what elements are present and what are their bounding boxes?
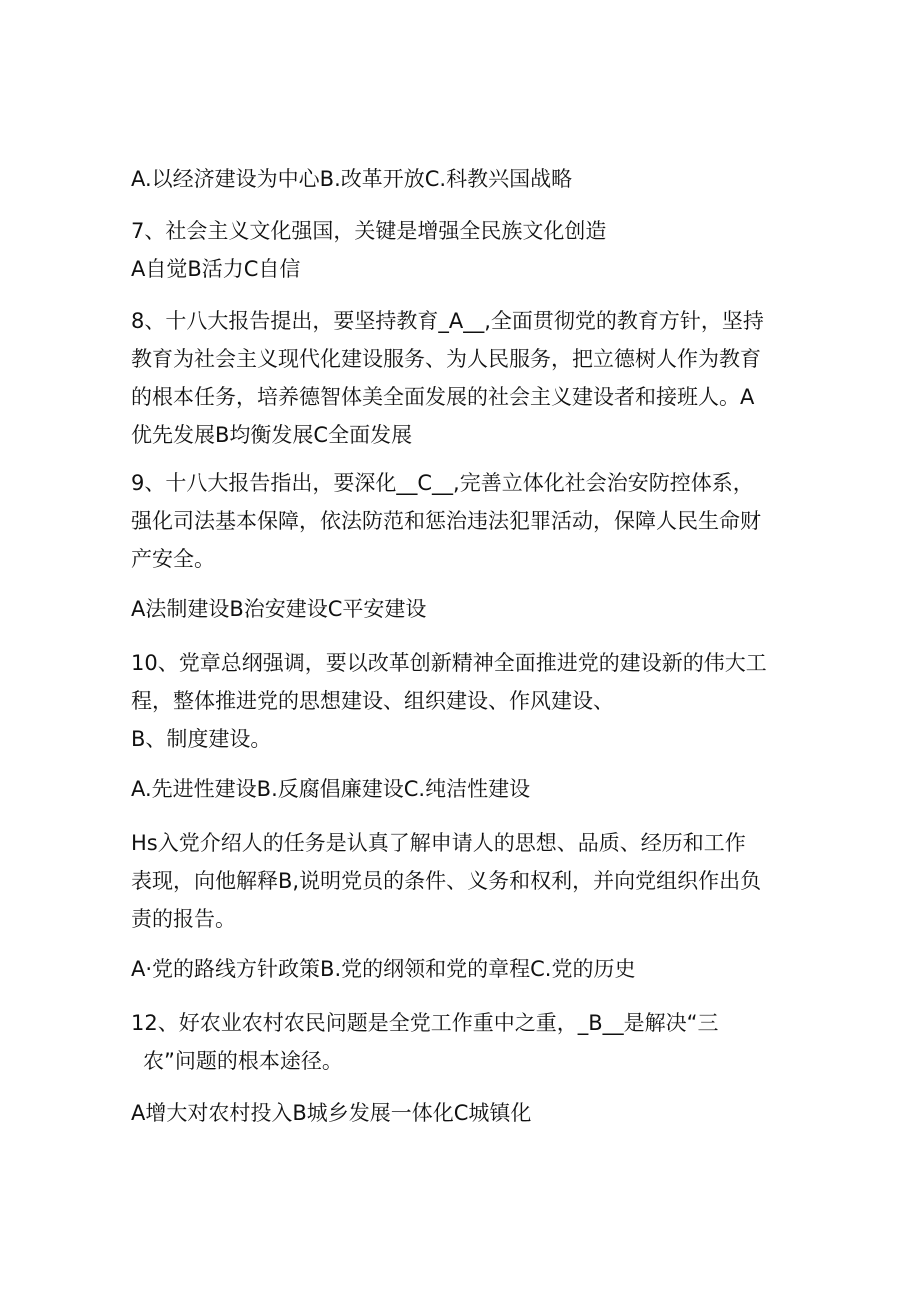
question-12 xyxy=(131,1004,791,1080)
text-line: 优先发展B均衡发展C全面发展 xyxy=(131,423,413,447)
text-line: 表现，向他解释B,说明党员的条件、义务和权利，并向党组织作出负 xyxy=(131,869,762,893)
text-line: 10、党章总纲强调，要以改革创新精神全面推进党的建设新的伟大工 xyxy=(131,651,767,675)
answer-options-10 xyxy=(131,770,791,808)
text-line: 强化司法基本保障，依法防范和惩治违法犯罪活动，保障人民生命财 xyxy=(131,509,761,533)
text-line: A增大对农村投入B城乡发展一体化C城镇化 xyxy=(131,1101,532,1125)
text-line: A自觉B活力C自信 xyxy=(131,257,301,281)
text-line: 9、十八大报告指出，要深化__C__,完善立体化社会治安防控体系， xyxy=(131,471,754,495)
answer-options-11 xyxy=(131,950,791,988)
text-line: 农”问题的根本途径。 xyxy=(143,1049,343,1073)
question-10 xyxy=(131,644,791,758)
question-7 xyxy=(131,212,791,288)
text-line: 责的报告。 xyxy=(131,907,236,931)
text-line: B、制度建设。 xyxy=(131,727,272,751)
text-line: 的根本任务，培养德智体美全面发展的社会主义建设者和接班人。A xyxy=(131,385,755,409)
answer-options-12 xyxy=(131,1094,791,1132)
text-line: 程，整体推进党的思想建设、组织建设、作风建设、 xyxy=(131,689,614,713)
question-9 xyxy=(131,464,791,578)
question-11 xyxy=(131,824,791,938)
text-line: 教育为社会主义现代化建设服务、为人民服务，把立德树人作为教育 xyxy=(131,347,761,371)
text-line: 12、好农业农村农民问题是全党工作重中之重，_B__是解决“三 xyxy=(131,1011,719,1035)
text-line: 产安全。 xyxy=(131,547,215,571)
text-line: A法制建设B治安建设C平安建设 xyxy=(131,597,427,621)
text-line: Hs入党介绍人的任务是认真了解申请人的思想、品质、经历和工作 xyxy=(131,831,746,855)
text-line: A·党的路线方针政策B.党的纲领和党的章程C.党的历史 xyxy=(131,957,636,981)
text-line: 8、十八大报告提出，要坚持教育_A__,全面贯彻党的教育方针，坚持 xyxy=(131,309,764,333)
text-line: A.先进性建设B.反腐倡廉建设C.纯洁性建设 xyxy=(131,777,531,801)
text-line: A.以经济建设为中心B.改革开放C.科教兴国战略 xyxy=(131,167,573,191)
answer-options-9 xyxy=(131,590,791,628)
text-line: 7、社会主义文化强国，关键是增强全民族文化创造 xyxy=(131,219,607,243)
answer-options-6 xyxy=(131,160,791,198)
question-8 xyxy=(131,302,791,454)
